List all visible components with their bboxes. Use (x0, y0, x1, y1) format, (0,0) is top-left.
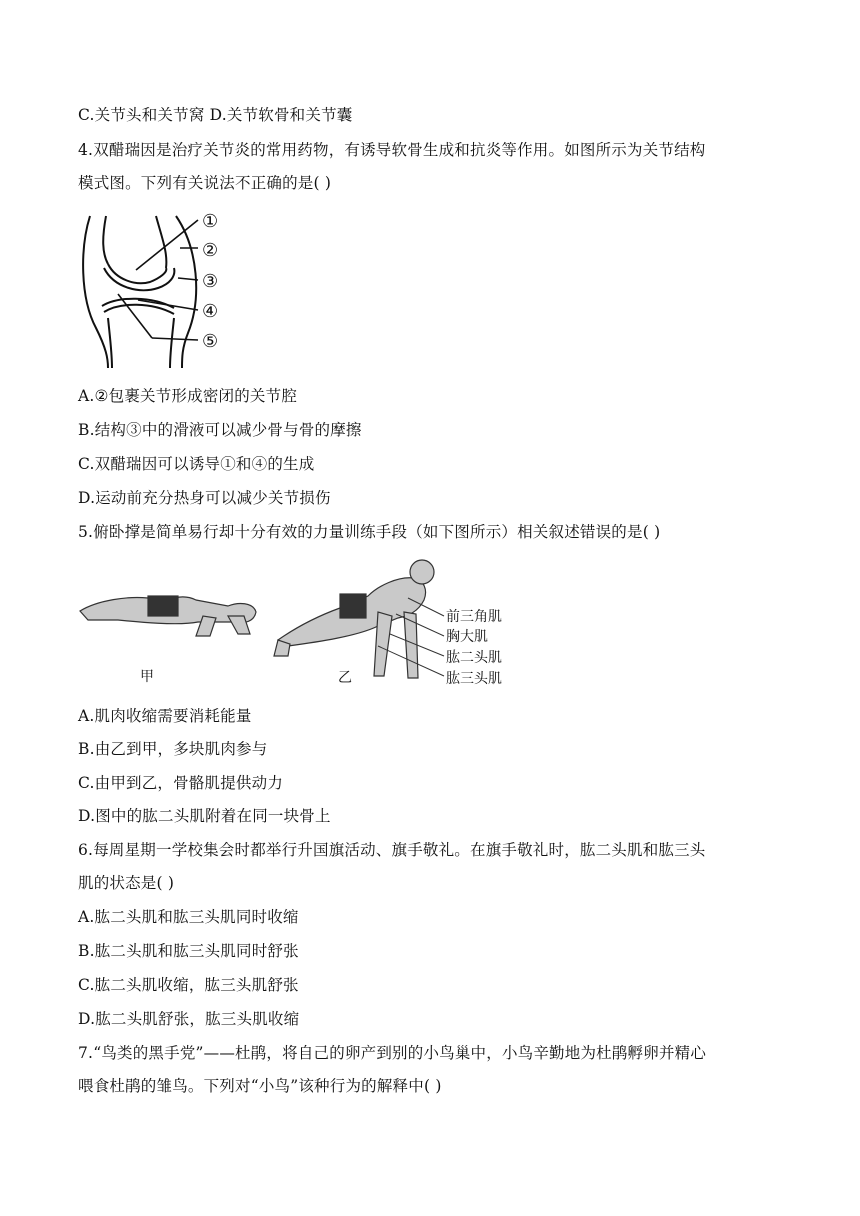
question-5-option-a: A.肌肉收缩需要消耗能量 (78, 707, 252, 725)
question-7-stem-cont: 喂食杜鹃的雏鸟。下列对“小鸟”该种行为的解释中( ) (78, 1077, 442, 1095)
question-5-option-b: B.由乙到甲，多块肌肉参与 (78, 740, 268, 758)
question-6-option-b: B.肱二头肌和肱三头肌同时舒张 (78, 942, 299, 960)
question-4-stem-cont: 模式图。下列有关说法不正确的是( ) (78, 174, 332, 192)
joint-label-4: ④ (202, 301, 219, 322)
pushup-figure-low (80, 596, 256, 636)
question-6-option-c: C.肱二头肌收缩，肱三头肌舒张 (78, 976, 299, 994)
question-5-option-c: C.由甲到乙，骨骼肌提供动力 (78, 774, 284, 792)
muscle-label-pectoralis: 胸大肌 (446, 629, 488, 645)
caption-jia: 甲 (140, 669, 154, 685)
muscle-label-triceps: 肱三头肌 (446, 671, 502, 687)
question-5-option-d: D.图中的肱二头肌附着在同一块骨上 (78, 807, 331, 825)
text-line-q3-options: C.关节头和关节窝 D.关节软骨和关节囊 (78, 106, 353, 124)
caption-yi: 乙 (338, 670, 352, 686)
joint-label-5: ⑤ (202, 331, 219, 352)
muscle-label-deltoid: 前三角肌 (446, 609, 502, 625)
question-7-stem: 7.“鸟类的黑手党”——杜鹃，将自己的卵产到别的小鸟巢中，小鸟辛勤地为杜鹃孵卵并精心 (78, 1044, 707, 1062)
question-4-option-c: C.双醋瑞因可以诱导①和④的生成 (78, 455, 315, 473)
joint-label-1: ① (202, 211, 219, 232)
question-5-stem: 5.俯卧撑是简单易行却十分有效的力量训练手段（如下图所示）相关叙述错误的是( ) (78, 523, 661, 541)
question-4-option-d: D.运动前充分热身可以减少关节损伤 (78, 489, 331, 507)
joint-label-3: ③ (202, 271, 219, 292)
question-4-stem: 4.双醋瑞因是治疗关节炎的常用药物，有诱导软骨生成和抗炎等作用。如图所示为关节结构 (78, 141, 706, 159)
pushup-figure (78, 556, 518, 691)
question-6-option-d: D.肱二头肌舒张，肱三头肌收缩 (78, 1010, 300, 1028)
joint-structure-figure (78, 208, 258, 368)
joint-label-2: ② (202, 240, 219, 261)
muscle-label-biceps: 肱二头肌 (446, 650, 502, 666)
question-6-option-a: A.肱二头肌和肱三头肌同时收缩 (78, 908, 299, 926)
question-6-stem-cont: 肌的状态是( ) (78, 874, 175, 892)
question-6-stem: 6.每周星期一学校集会时都举行升国旗活动、旗手敬礼。在旗手敬礼时，肱二头肌和肱三头 (78, 841, 706, 859)
question-4-option-b: B.结构③中的滑液可以减少骨与骨的摩擦 (78, 421, 362, 439)
question-4-option-a: A.②包裹关节形成密闭的关节腔 (78, 387, 298, 405)
